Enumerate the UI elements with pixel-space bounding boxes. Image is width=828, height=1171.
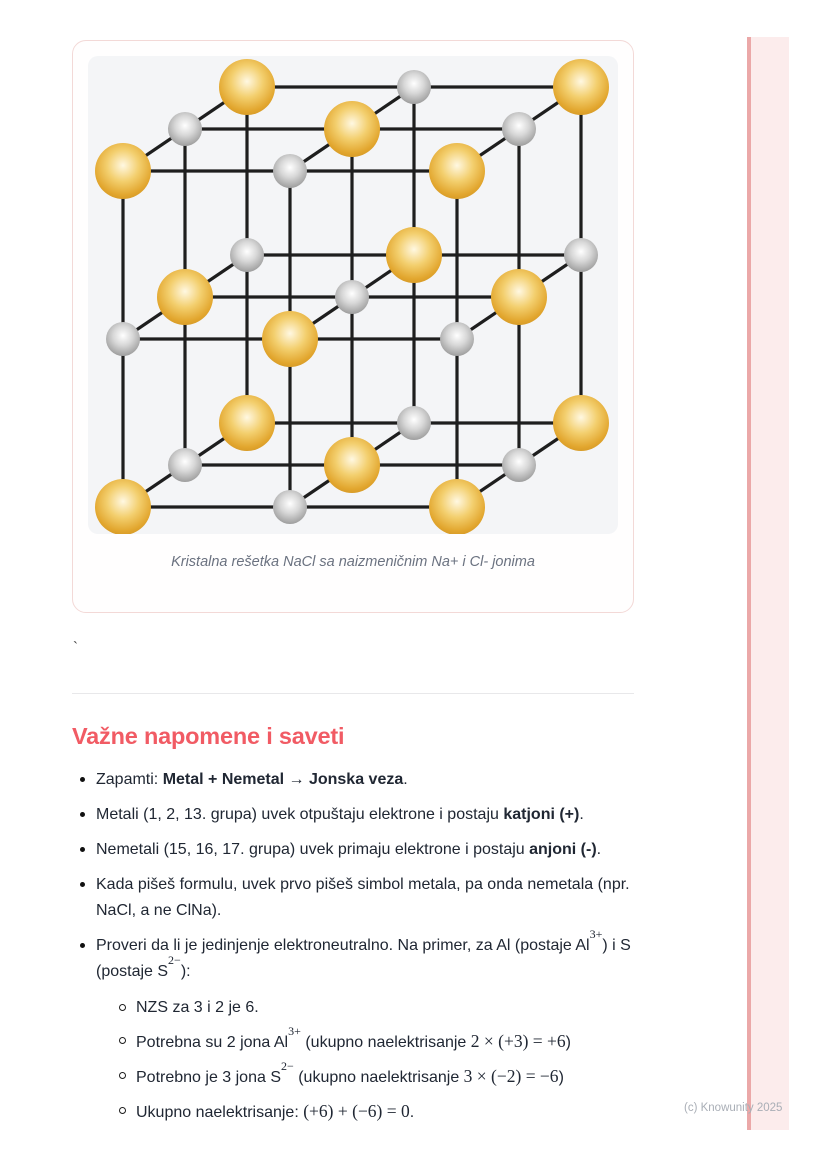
bullet-icon [80, 847, 85, 852]
text-segment: . [579, 806, 584, 823]
na-cation-sphere [219, 395, 275, 451]
na-cation-sphere [553, 59, 609, 115]
sub-bullet-icon [119, 1072, 126, 1079]
sub-list [96, 995, 634, 1126]
na-cation-sphere [429, 479, 485, 534]
stray-character: ` [73, 639, 78, 656]
figure-caption: Kristalna rešetka NaCl sa naizmeničnim Na+ i Cl- jonima [171, 554, 535, 570]
text-segment: Ukupno naelektrisanje: [136, 1104, 304, 1121]
page-edge-line [747, 37, 751, 1130]
sub-bullet-icon [119, 1107, 126, 1114]
list-item [72, 926, 634, 1133]
na-cation-sphere [553, 395, 609, 451]
sub-list-item [96, 1023, 634, 1056]
text-segment: katjoni (+) [503, 806, 580, 823]
text-segment: (ukupno naelektrisanje [300, 1034, 471, 1051]
bullet-icon [80, 882, 85, 887]
text-segment: Nemetali (15, 16, 17. grupa) uvek primaju elektrone i postaju [96, 841, 530, 858]
text-segment: ) [558, 1069, 564, 1086]
cl-anion-sphere [564, 238, 598, 272]
sub-list-item-text [136, 1023, 634, 1056]
cl-anion-sphere [273, 154, 307, 188]
cl-anion-sphere [168, 448, 202, 482]
bullet-icon [80, 777, 85, 782]
copyright-text: (c) Knowunity 2025 [684, 1102, 783, 1114]
list-item [72, 872, 634, 924]
cl-anion-sphere [230, 238, 264, 272]
section-divider [72, 693, 634, 694]
sub-list-item [96, 1098, 634, 1126]
notes-list [72, 767, 634, 1133]
text-segment: 2− [168, 952, 181, 967]
text-segment: 3+ [288, 1023, 301, 1038]
main-content [72, 0, 634, 1142]
sub-list-item [96, 995, 634, 1021]
na-cation-sphere [324, 101, 380, 157]
na-cation-sphere [429, 143, 485, 199]
text-segment: Metali (1, 2, 13. grupa) uvek otpuštaju elektrone i postaju [96, 806, 504, 823]
bullet-icon [80, 943, 85, 948]
sub-list-item-text [136, 995, 634, 1021]
list-item-text [96, 767, 634, 793]
lattice-image-area [88, 56, 618, 534]
text-segment: ): [180, 963, 191, 980]
math-expression: (+6) + (−6) = 0 [303, 1101, 410, 1121]
list-item [72, 802, 634, 828]
na-cation-sphere [324, 437, 380, 493]
page-edge-strip [750, 37, 789, 1130]
text-segment: Zapamti: [96, 771, 163, 788]
cl-anion-sphere [502, 448, 536, 482]
text-segment: 3+ [589, 926, 603, 941]
text-segment: Proveri da li je jedinjenje elektroneutralno. Na primer, za Al (postaje Al [96, 937, 590, 954]
sub-list-item-text [136, 1058, 634, 1091]
cl-anion-sphere [440, 322, 474, 356]
na-cation-sphere [157, 269, 213, 325]
na-cation-sphere [219, 59, 275, 115]
math-expression: 2 × (+3) = +6 [470, 1031, 566, 1051]
na-cation-sphere [95, 143, 151, 199]
text-segment: . [403, 771, 408, 788]
cl-anion-sphere [397, 406, 431, 440]
na-cation-sphere [262, 311, 318, 367]
sub-bullet-icon [119, 1004, 126, 1011]
cl-anion-sphere [397, 70, 431, 104]
na-cation-sphere [491, 269, 547, 325]
text-segment: ) i S (postaje S [96, 937, 631, 980]
na-cation-sphere [95, 479, 151, 534]
sub-bullet-icon [119, 1037, 126, 1044]
list-item-text [96, 802, 634, 828]
text-segment: Metal + Nemetal → Jonska veza [162, 771, 404, 788]
list-item-text [96, 837, 634, 863]
cl-anion-sphere [502, 112, 536, 146]
text-segment: . [596, 841, 602, 858]
text-segment: anjoni (-) [529, 841, 597, 858]
text-segment: Kada pišeš formulu, uvek prvo pišeš simbol metala, pa onda nemetala (npr. NaCl, a ne ClNa). [96, 876, 630, 919]
text-segment: Potrebna su 2 jona Al [136, 1034, 289, 1051]
cl-anion-sphere [335, 280, 369, 314]
sub-list-item-text [136, 1098, 634, 1126]
list-item-text [96, 872, 634, 924]
list-item-text [96, 926, 634, 1133]
bullet-icon [80, 812, 85, 817]
section-heading: Važne napomene i saveti [72, 723, 345, 749]
cl-anion-sphere [273, 490, 307, 524]
text-segment: 2− [281, 1058, 294, 1073]
cl-anion-sphere [106, 322, 140, 356]
nacl-lattice-figure [88, 56, 618, 534]
list-item [72, 837, 634, 863]
text-segment: . [409, 1104, 415, 1121]
math-expression: 3 × (−2) = −6 [463, 1066, 559, 1086]
cl-anion-sphere [168, 112, 202, 146]
text-segment: Potrebno je 3 jona S [136, 1069, 281, 1086]
list-item [72, 767, 634, 793]
text-segment: NZS za 3 i 2 je 6. [136, 999, 259, 1016]
sub-list-item [96, 1058, 634, 1091]
na-cation-sphere [386, 227, 442, 283]
text-segment: (ukupno naelektrisanje [293, 1069, 464, 1086]
figure-card [72, 40, 634, 613]
text-segment: ) [565, 1034, 571, 1051]
